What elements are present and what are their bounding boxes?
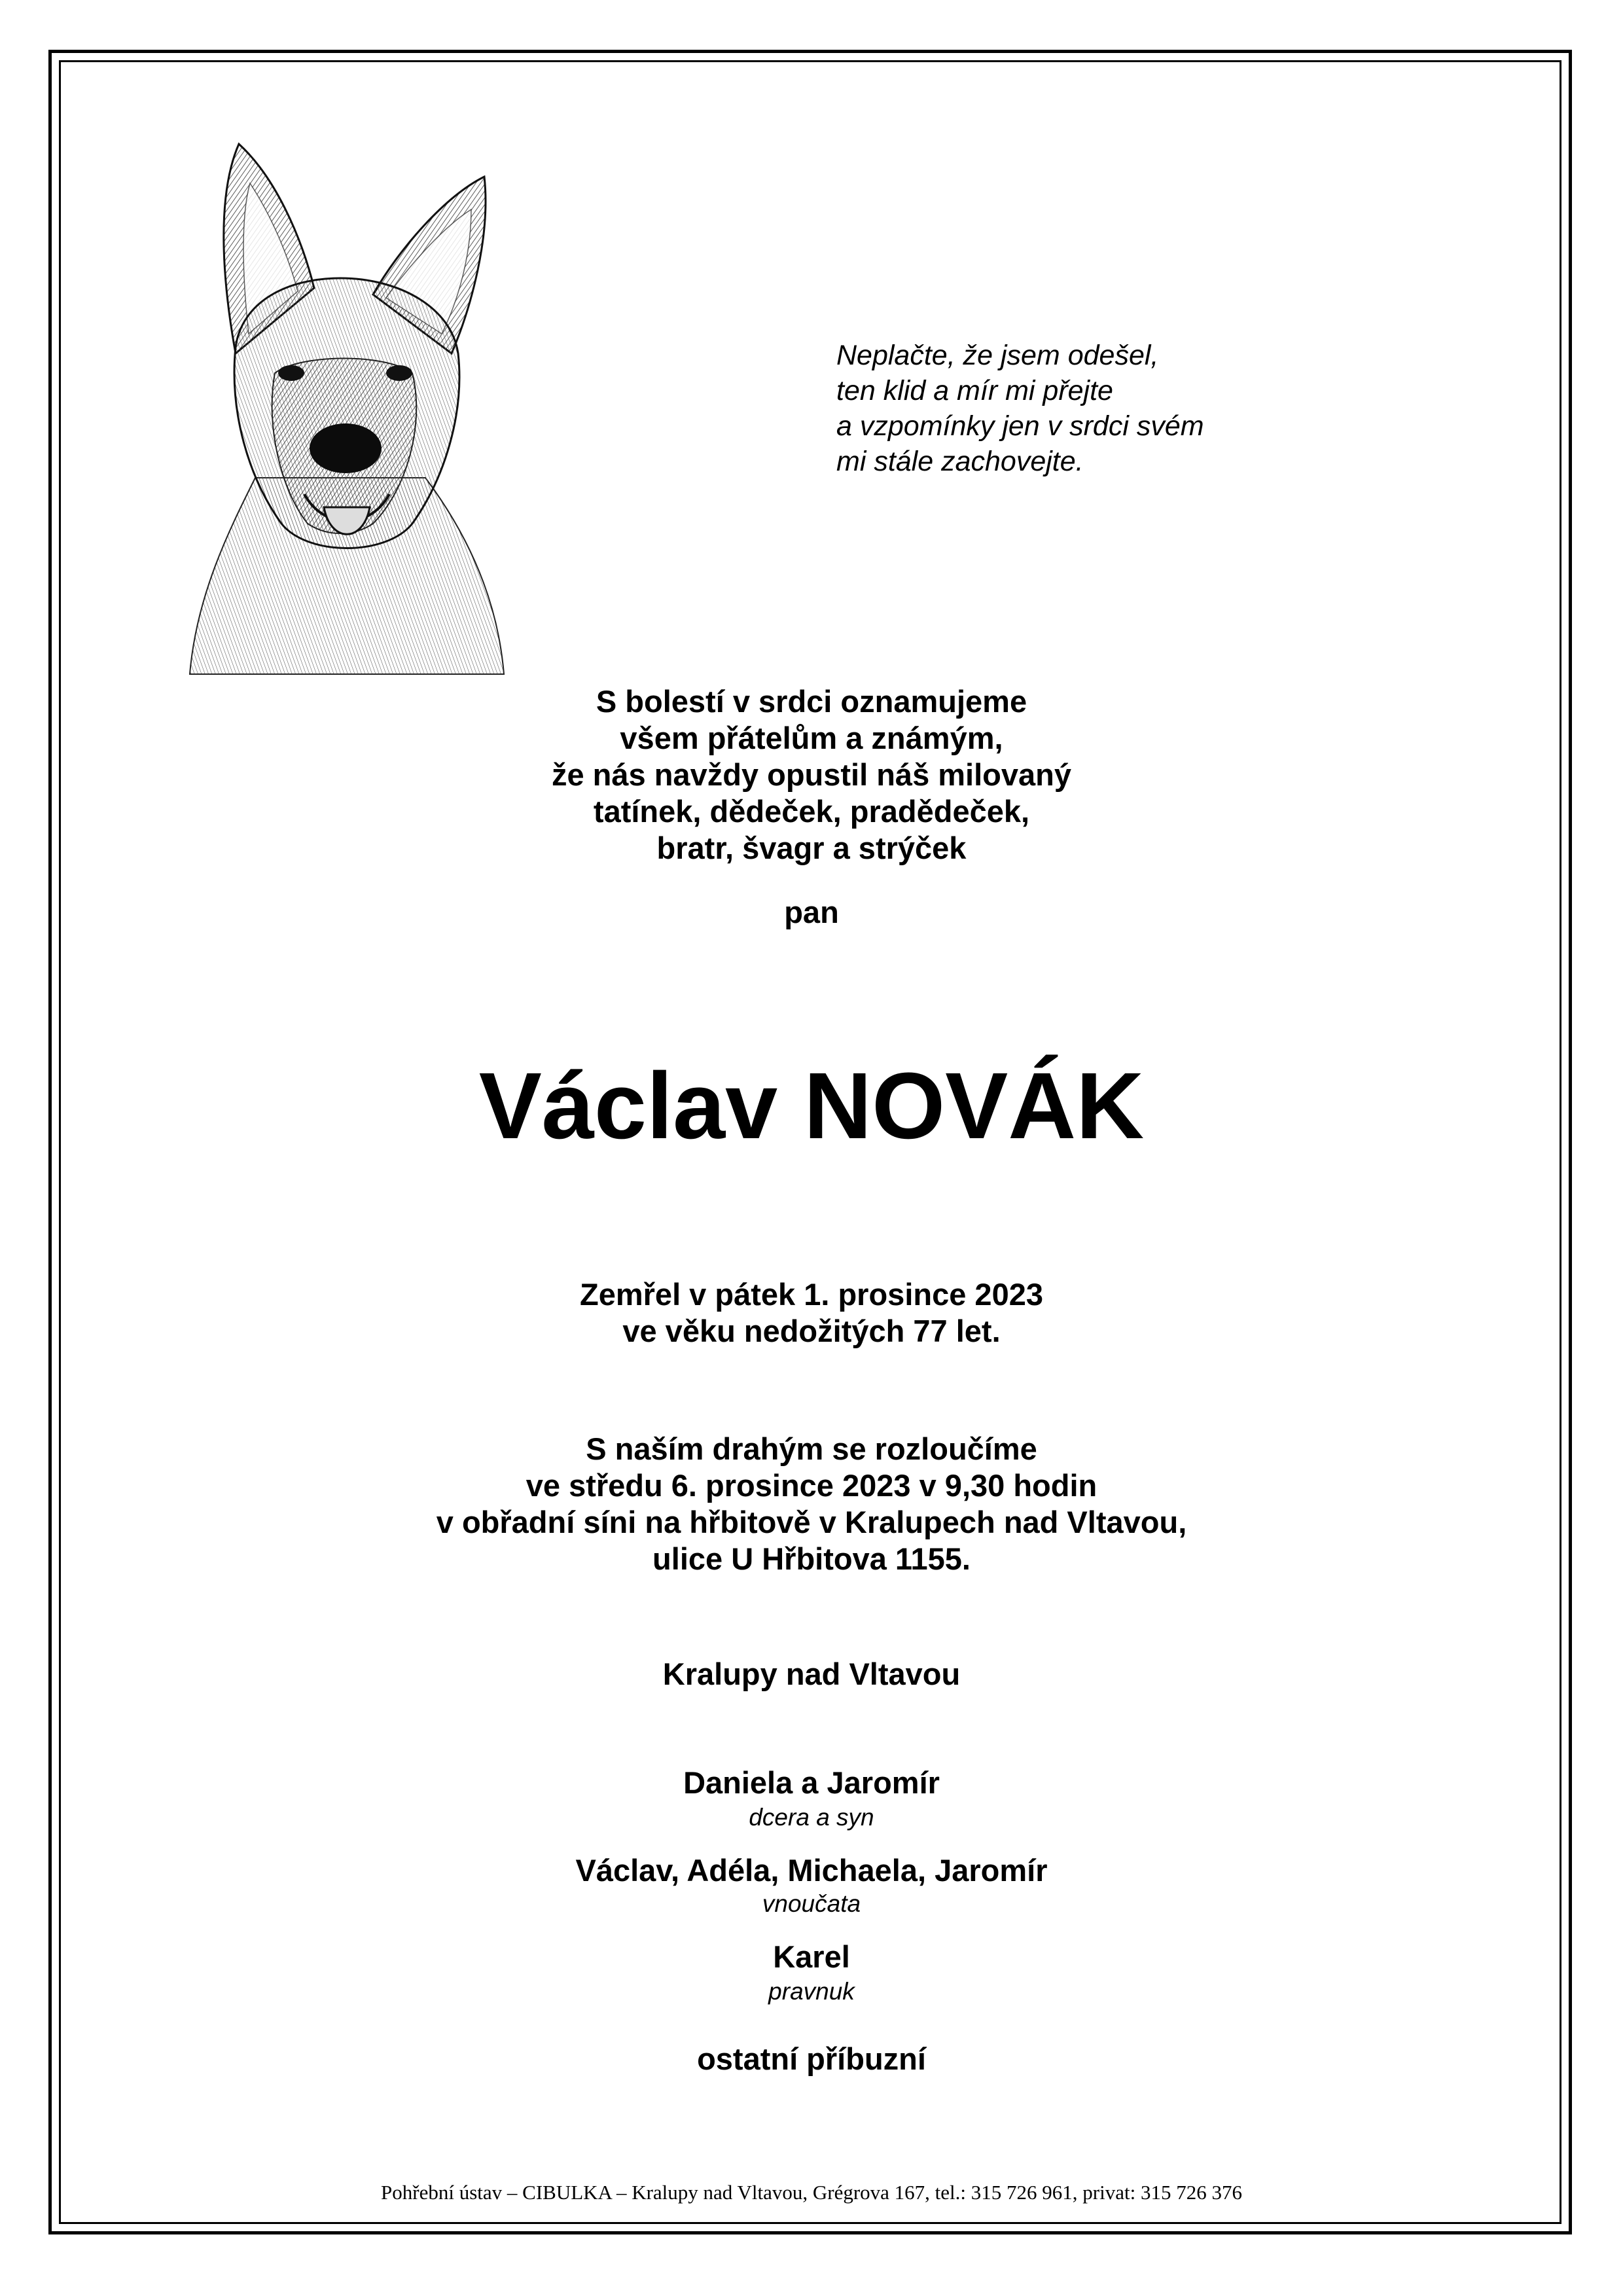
announcement-line: všem přátelům a známým, — [620, 721, 1003, 755]
family-relation: dcera a syn — [749, 1804, 874, 1831]
family-names: Karel — [773, 1939, 850, 1974]
other-relatives: ostatní příbuzní — [697, 2041, 926, 2076]
funeral-line: v obřadní síni na hřbitově v Kralupech nad Vltavou, — [436, 1505, 1187, 1539]
family-relation: pravnuk — [768, 1978, 855, 2005]
death-line: Zemřel v pátek 1. prosince 2023 — [580, 1277, 1043, 1312]
death-info — [0, 1276, 1623, 1350]
poem-line: mi stále zachovejte. — [836, 446, 1084, 477]
family-names: Daniela a Jaromír — [683, 1765, 940, 1800]
city: Kralupy nad Vltavou — [662, 1657, 961, 1691]
honorific: pan — [784, 895, 839, 929]
family-relation: vnoučata — [762, 1890, 861, 1917]
funeral-home-footer: Pohřební ústav – CIBULKA – Kralupy nad Vltavou, Grégrova 167, tel.: 315 726 961, privat: 315 726 376 — [381, 2181, 1242, 2204]
announcement-line: S bolestí v srdci oznamujeme — [596, 684, 1027, 719]
death-line: ve věku nedožitých 77 let. — [622, 1314, 1001, 1348]
dog-portrait-icon — [177, 137, 517, 681]
poem-line: ten klid a mír mi přejte — [836, 375, 1113, 406]
announcement-line: tatínek, dědeček, pradědeček, — [593, 794, 1030, 829]
announcement — [0, 683, 1623, 867]
family-names: Václav, Adéla, Michaela, Jaromír — [575, 1853, 1048, 1888]
announcement-line: bratr, švagr a strýček — [656, 831, 967, 865]
funeral-line: S naším drahým se rozloučíme — [586, 1431, 1037, 1466]
announcement-line: že nás navždy opustil náš milovaný — [551, 757, 1072, 792]
deceased-name: Václav NOVÁK — [478, 1053, 1145, 1158]
funeral-info — [0, 1431, 1623, 1577]
poem — [836, 338, 1204, 479]
funeral-line: ve středu 6. prosince 2023 v 9,30 hodin — [526, 1468, 1097, 1503]
poem-line: a vzpomínky jen v srdci svém — [836, 410, 1204, 442]
poem-line: Neplačte, že jsem odešel, — [836, 340, 1159, 371]
funeral-line: ulice U Hřbitova 1155. — [652, 1541, 971, 1576]
